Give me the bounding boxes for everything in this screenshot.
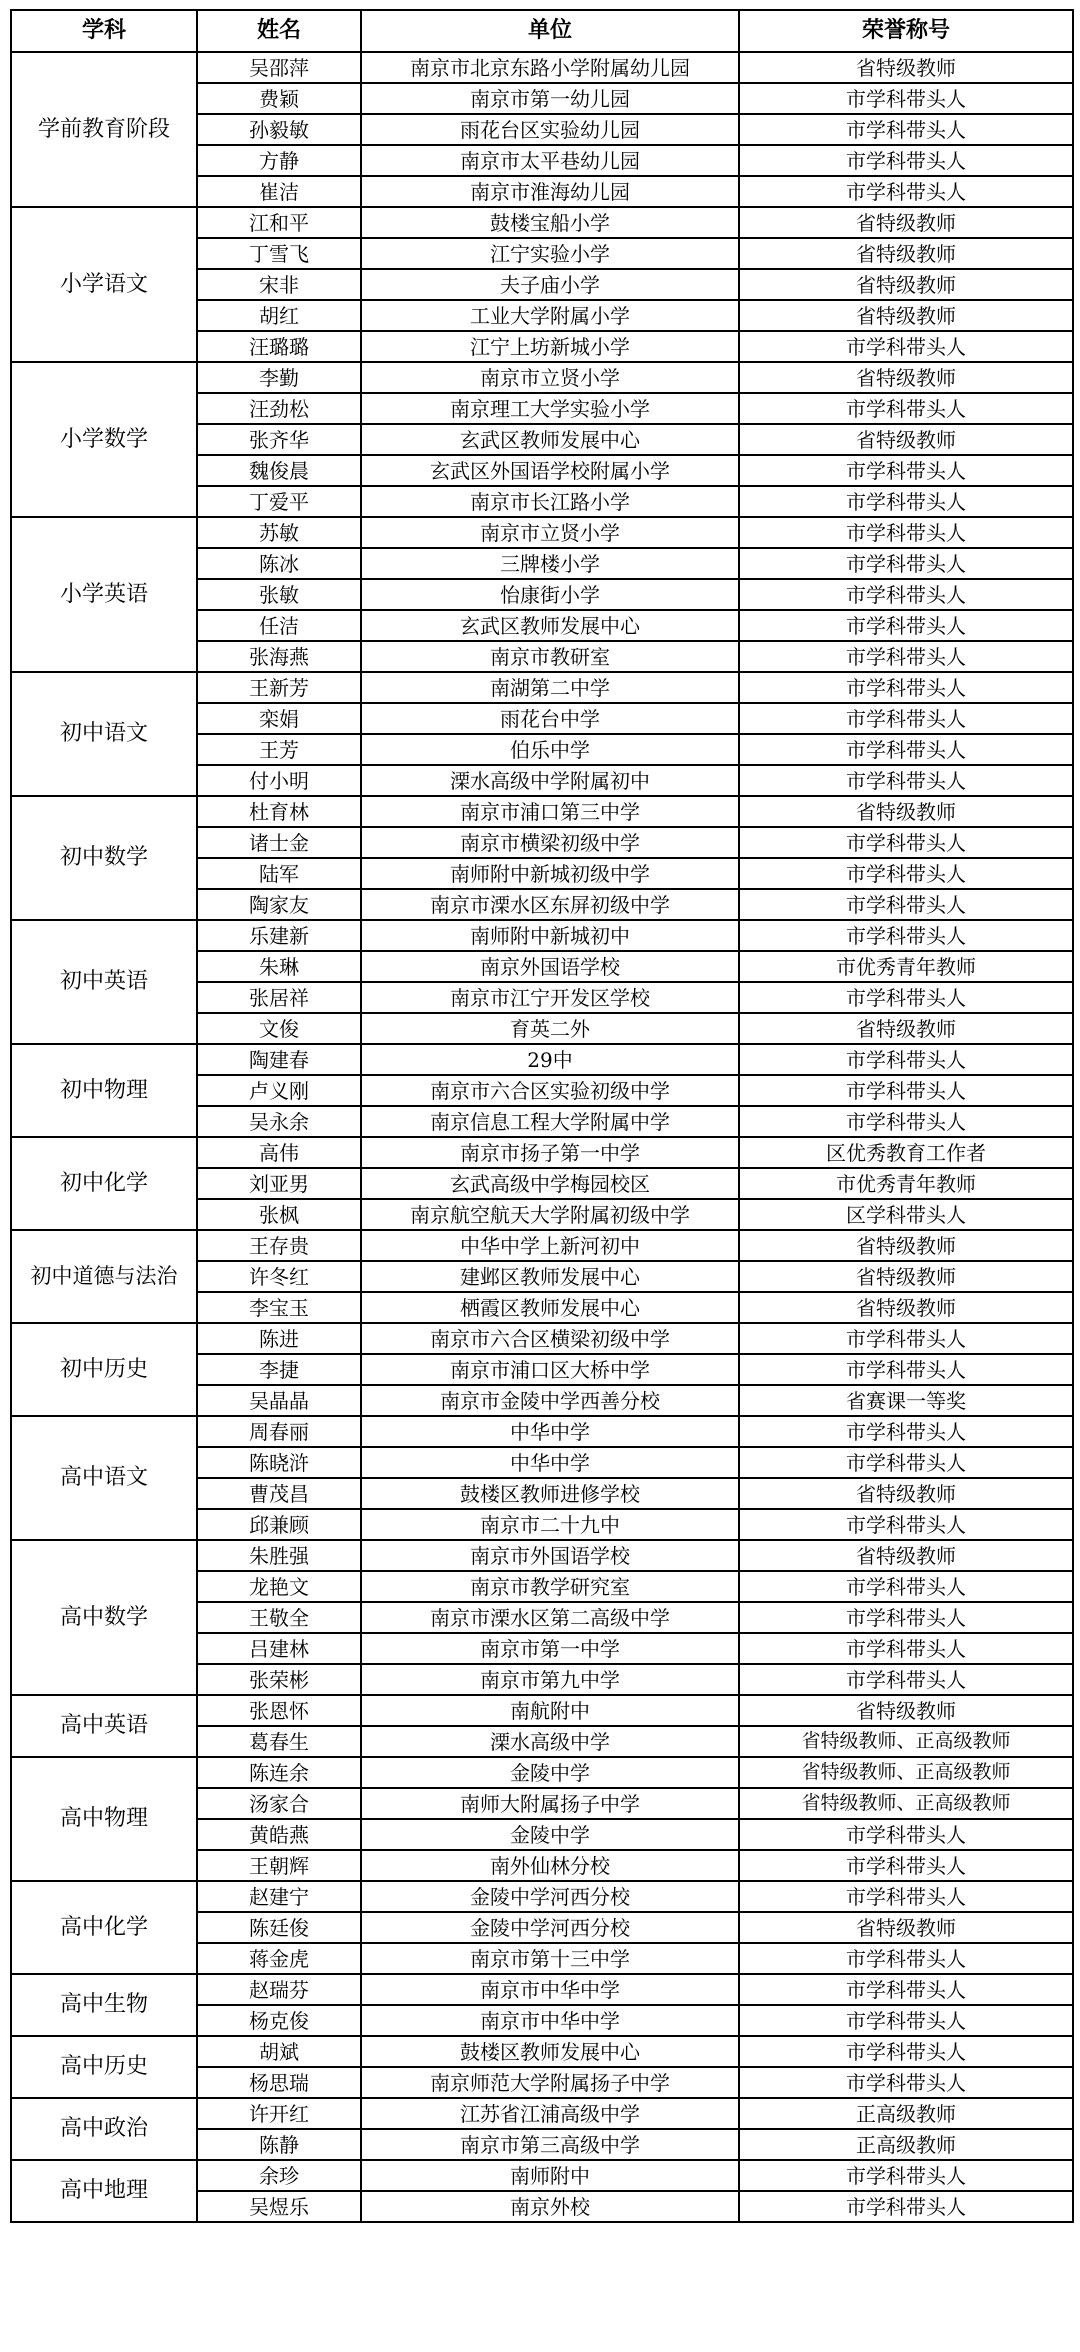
teacher-name-cell: 王敬全 bbox=[197, 1602, 361, 1633]
unit-cell: 南京市扬子第一中学 bbox=[361, 1137, 739, 1168]
teacher-name-cell: 孙毅敏 bbox=[197, 114, 361, 145]
honor-title-cell: 市学科带头人 bbox=[739, 672, 1073, 703]
honor-title-cell: 市优秀青年教师 bbox=[739, 1168, 1073, 1199]
subject-cell: 小学数学 bbox=[11, 362, 197, 517]
header-name: 姓名 bbox=[197, 10, 361, 52]
unit-cell: 南京市溧水区第二高级中学 bbox=[361, 1602, 739, 1633]
teacher-name-cell: 陈冰 bbox=[197, 548, 361, 579]
teacher-name-cell: 杜育林 bbox=[197, 796, 361, 827]
honor-title-cell: 市学科带头人 bbox=[739, 858, 1073, 889]
teacher-name-cell: 方静 bbox=[197, 145, 361, 176]
honor-title-cell: 市学科带头人 bbox=[739, 610, 1073, 641]
table-row bbox=[11, 1540, 1073, 1571]
teacher-name-cell: 张枫 bbox=[197, 1199, 361, 1230]
honor-title-cell: 市学科带头人 bbox=[739, 1602, 1073, 1633]
teacher-name-cell: 陶家友 bbox=[197, 889, 361, 920]
table-row bbox=[11, 1137, 1073, 1168]
teacher-name-cell: 胡斌 bbox=[197, 2036, 361, 2067]
honor-title-cell: 省特级教师 bbox=[739, 238, 1073, 269]
honor-title-cell: 省特级教师 bbox=[739, 1478, 1073, 1509]
table-body bbox=[11, 52, 1073, 2222]
unit-cell: 南师大附属扬子中学 bbox=[361, 1788, 739, 1819]
unit-cell: 雨花台区实验幼儿园 bbox=[361, 114, 739, 145]
honor-title-cell: 省特级教师 bbox=[739, 52, 1073, 83]
unit-cell: 南京市六合区横梁初级中学 bbox=[361, 1323, 739, 1354]
honor-title-cell: 区学科带头人 bbox=[739, 1199, 1073, 1230]
teacher-name-cell: 曹茂昌 bbox=[197, 1478, 361, 1509]
table-row bbox=[11, 362, 1073, 393]
honor-title-cell: 市学科带头人 bbox=[739, 579, 1073, 610]
teacher-name-cell: 葛春生 bbox=[197, 1726, 361, 1757]
table-row bbox=[11, 517, 1073, 548]
table-row bbox=[11, 1323, 1073, 1354]
table-row bbox=[11, 796, 1073, 827]
teacher-name-cell: 吕建林 bbox=[197, 1633, 361, 1664]
honor-title-cell: 市学科带头人 bbox=[739, 889, 1073, 920]
teacher-name-cell: 汪劲松 bbox=[197, 393, 361, 424]
unit-cell: 南航附中 bbox=[361, 1695, 739, 1726]
teacher-name-cell: 余珍 bbox=[197, 2160, 361, 2191]
teacher-name-cell: 张恩怀 bbox=[197, 1695, 361, 1726]
unit-cell: 南京市第一幼儿园 bbox=[361, 83, 739, 114]
teacher-name-cell: 费颖 bbox=[197, 83, 361, 114]
unit-cell: 雨花台中学 bbox=[361, 703, 739, 734]
honor-title-cell: 市学科带头人 bbox=[739, 1664, 1073, 1695]
honor-title-cell: 市学科带头人 bbox=[739, 1509, 1073, 1540]
honor-title-cell: 市学科带头人 bbox=[739, 486, 1073, 517]
teacher-name-cell: 陈静 bbox=[197, 2129, 361, 2160]
teacher-name-cell: 陈晓浒 bbox=[197, 1447, 361, 1478]
honor-title-cell: 省特级教师、正高级教师 bbox=[739, 1757, 1073, 1788]
honor-title-cell: 省特级教师 bbox=[739, 269, 1073, 300]
subject-cell: 高中生物 bbox=[11, 1974, 197, 2036]
honor-title-cell: 市学科带头人 bbox=[739, 1571, 1073, 1602]
honor-title-cell: 市学科带头人 bbox=[739, 2160, 1073, 2191]
unit-cell: 中华中学 bbox=[361, 1416, 739, 1447]
teacher-name-cell: 蒋金虎 bbox=[197, 1943, 361, 1974]
honor-title-cell: 市学科带头人 bbox=[739, 2005, 1073, 2036]
teacher-name-cell: 李捷 bbox=[197, 1354, 361, 1385]
honor-title-cell: 市学科带头人 bbox=[739, 1044, 1073, 1075]
teacher-name-cell: 张海燕 bbox=[197, 641, 361, 672]
teacher-name-cell: 张荣彬 bbox=[197, 1664, 361, 1695]
table-row bbox=[11, 1881, 1073, 1912]
unit-cell: 鼓楼区教师发展中心 bbox=[361, 2036, 739, 2067]
unit-cell: 金陵中学 bbox=[361, 1819, 739, 1850]
table-row bbox=[11, 52, 1073, 83]
unit-cell: 鼓楼宝船小学 bbox=[361, 207, 739, 238]
honor-title-cell: 市学科带头人 bbox=[739, 1850, 1073, 1881]
honor-title-cell: 省特级教师 bbox=[739, 207, 1073, 238]
honor-title-cell: 市学科带头人 bbox=[739, 641, 1073, 672]
honor-title-cell: 省特级教师 bbox=[739, 1013, 1073, 1044]
unit-cell: 育英二外 bbox=[361, 1013, 739, 1044]
subject-cell: 高中地理 bbox=[11, 2160, 197, 2222]
honor-title-cell: 市学科带头人 bbox=[739, 920, 1073, 951]
unit-cell: 南京市教研室 bbox=[361, 641, 739, 672]
unit-cell: 南京师范大学附属扬子中学 bbox=[361, 2067, 739, 2098]
unit-cell: 金陵中学河西分校 bbox=[361, 1912, 739, 1943]
teacher-name-cell: 吴永余 bbox=[197, 1106, 361, 1137]
teacher-name-cell: 陈连余 bbox=[197, 1757, 361, 1788]
unit-cell: 南京市中华中学 bbox=[361, 1974, 739, 2005]
table-row bbox=[11, 2098, 1073, 2129]
unit-cell: 南京市立贤小学 bbox=[361, 362, 739, 393]
teacher-name-cell: 丁爱平 bbox=[197, 486, 361, 517]
unit-cell: 鼓楼区教师进修学校 bbox=[361, 1478, 739, 1509]
honor-title-cell: 省特级教师 bbox=[739, 362, 1073, 393]
table-row bbox=[11, 1974, 1073, 2005]
unit-cell: 江宁实验小学 bbox=[361, 238, 739, 269]
teacher-name-cell: 杨克俊 bbox=[197, 2005, 361, 2036]
teacher-name-cell: 苏敏 bbox=[197, 517, 361, 548]
table-row bbox=[11, 1416, 1073, 1447]
teacher-name-cell: 许冬红 bbox=[197, 1261, 361, 1292]
unit-cell: 工业大学附属小学 bbox=[361, 300, 739, 331]
honor-title-cell: 市学科带头人 bbox=[739, 734, 1073, 765]
unit-cell: 南京市二十九中 bbox=[361, 1509, 739, 1540]
teacher-name-cell: 张居祥 bbox=[197, 982, 361, 1013]
teacher-name-cell: 赵瑞芬 bbox=[197, 1974, 361, 2005]
unit-cell: 南京信息工程大学附属中学 bbox=[361, 1106, 739, 1137]
subject-cell: 小学语文 bbox=[11, 207, 197, 362]
teacher-name-cell: 朱琳 bbox=[197, 951, 361, 982]
teacher-name-cell: 胡红 bbox=[197, 300, 361, 331]
honor-title-cell: 市学科带头人 bbox=[739, 114, 1073, 145]
teacher-name-cell: 高伟 bbox=[197, 1137, 361, 1168]
subject-cell: 高中物理 bbox=[11, 1757, 197, 1881]
unit-cell: 玄武区外国语学校附属小学 bbox=[361, 455, 739, 486]
table-row bbox=[11, 1695, 1073, 1726]
unit-cell: 溧水高级中学附属初中 bbox=[361, 765, 739, 796]
honor-title-cell: 市学科带头人 bbox=[739, 1416, 1073, 1447]
unit-cell: 中华中学 bbox=[361, 1447, 739, 1478]
table-row bbox=[11, 672, 1073, 703]
unit-cell: 南京市六合区实验初级中学 bbox=[361, 1075, 739, 1106]
unit-cell: 南京市立贤小学 bbox=[361, 517, 739, 548]
subject-cell: 初中物理 bbox=[11, 1044, 197, 1137]
teacher-name-cell: 张齐华 bbox=[197, 424, 361, 455]
honor-title-cell: 市学科带头人 bbox=[739, 765, 1073, 796]
honor-table bbox=[10, 9, 1074, 2223]
teacher-name-cell: 吴晶晶 bbox=[197, 1385, 361, 1416]
table-row bbox=[11, 1757, 1073, 1788]
honor-title-cell: 市学科带头人 bbox=[739, 1943, 1073, 1974]
unit-cell: 南师附中新城初中 bbox=[361, 920, 739, 951]
unit-cell: 玄武区教师发展中心 bbox=[361, 610, 739, 641]
subject-cell: 高中历史 bbox=[11, 2036, 197, 2098]
unit-cell: 南师附中新城初级中学 bbox=[361, 858, 739, 889]
teacher-name-cell: 乐建新 bbox=[197, 920, 361, 951]
honor-table-sheet bbox=[10, 9, 1072, 2223]
unit-cell: 南京市太平巷幼儿园 bbox=[361, 145, 739, 176]
honor-title-cell: 省特级教师、正高级教师 bbox=[739, 1788, 1073, 1819]
subject-cell: 高中语文 bbox=[11, 1416, 197, 1540]
subject-cell: 高中政治 bbox=[11, 2098, 197, 2160]
unit-cell: 玄武区教师发展中心 bbox=[361, 424, 739, 455]
teacher-name-cell: 陈进 bbox=[197, 1323, 361, 1354]
unit-cell: 南京市淮海幼儿园 bbox=[361, 176, 739, 207]
teacher-name-cell: 陈廷俊 bbox=[197, 1912, 361, 1943]
teacher-name-cell: 诸士金 bbox=[197, 827, 361, 858]
unit-cell: 南湖第二中学 bbox=[361, 672, 739, 703]
teacher-name-cell: 宋非 bbox=[197, 269, 361, 300]
honor-title-cell: 市学科带头人 bbox=[739, 982, 1073, 1013]
teacher-name-cell: 吴邵萍 bbox=[197, 52, 361, 83]
subject-cell: 学前教育阶段 bbox=[11, 52, 197, 207]
unit-cell: 南京市教学研究室 bbox=[361, 1571, 739, 1602]
honor-title-cell: 省特级教师 bbox=[739, 424, 1073, 455]
unit-cell: 南京市浦口区大桥中学 bbox=[361, 1354, 739, 1385]
unit-cell: 南京市金陵中学西善分校 bbox=[361, 1385, 739, 1416]
honor-title-cell: 市学科带头人 bbox=[739, 827, 1073, 858]
honor-title-cell: 市学科带头人 bbox=[739, 1819, 1073, 1850]
teacher-name-cell: 文俊 bbox=[197, 1013, 361, 1044]
honor-title-cell: 正高级教师 bbox=[739, 2129, 1073, 2160]
table-row bbox=[11, 2160, 1073, 2191]
unit-cell: 南京市第九中学 bbox=[361, 1664, 739, 1695]
honor-title-cell: 市学科带头人 bbox=[739, 2036, 1073, 2067]
honor-title-cell: 市学科带头人 bbox=[739, 331, 1073, 362]
unit-cell: 南外仙林分校 bbox=[361, 1850, 739, 1881]
honor-title-cell: 省特级教师 bbox=[739, 1912, 1073, 1943]
unit-cell: 南京市第三高级中学 bbox=[361, 2129, 739, 2160]
unit-cell: 怡康街小学 bbox=[361, 579, 739, 610]
teacher-name-cell: 卢义刚 bbox=[197, 1075, 361, 1106]
table-row bbox=[11, 207, 1073, 238]
honor-title-cell: 市学科带头人 bbox=[739, 703, 1073, 734]
teacher-name-cell: 付小明 bbox=[197, 765, 361, 796]
honor-title-cell: 省特级教师、正高级教师 bbox=[739, 1726, 1073, 1757]
unit-cell: 南师附中 bbox=[361, 2160, 739, 2191]
teacher-name-cell: 张敏 bbox=[197, 579, 361, 610]
unit-cell: 玄武高级中学梅园校区 bbox=[361, 1168, 739, 1199]
unit-cell: 南京市横梁初级中学 bbox=[361, 827, 739, 858]
unit-cell: 南京理工大学实验小学 bbox=[361, 393, 739, 424]
teacher-name-cell: 李宝玉 bbox=[197, 1292, 361, 1323]
subject-cell: 初中英语 bbox=[11, 920, 197, 1044]
teacher-name-cell: 魏俊晨 bbox=[197, 455, 361, 486]
honor-title-cell: 市学科带头人 bbox=[739, 393, 1073, 424]
honor-title-cell: 省特级教师 bbox=[739, 1292, 1073, 1323]
teacher-name-cell: 崔洁 bbox=[197, 176, 361, 207]
unit-cell: 江宁上坊新城小学 bbox=[361, 331, 739, 362]
unit-cell: 南京市外国语学校 bbox=[361, 1540, 739, 1571]
unit-cell: 南京外国语学校 bbox=[361, 951, 739, 982]
honor-title-cell: 省特级教师 bbox=[739, 300, 1073, 331]
teacher-name-cell: 李勤 bbox=[197, 362, 361, 393]
honor-title-cell: 省赛课一等奖 bbox=[739, 1385, 1073, 1416]
unit-cell: 中华中学上新河初中 bbox=[361, 1230, 739, 1261]
table-row bbox=[11, 920, 1073, 951]
teacher-name-cell: 汤家合 bbox=[197, 1788, 361, 1819]
teacher-name-cell: 刘亚男 bbox=[197, 1168, 361, 1199]
honor-title-cell: 市学科带头人 bbox=[739, 2067, 1073, 2098]
honor-title-cell: 省特级教师 bbox=[739, 1230, 1073, 1261]
honor-title-cell: 市学科带头人 bbox=[739, 517, 1073, 548]
subject-cell: 高中英语 bbox=[11, 1695, 197, 1757]
honor-title-cell: 正高级教师 bbox=[739, 2098, 1073, 2129]
subject-cell: 高中数学 bbox=[11, 1540, 197, 1695]
teacher-name-cell: 陆军 bbox=[197, 858, 361, 889]
honor-title-cell: 市学科带头人 bbox=[739, 1106, 1073, 1137]
header-subject: 学科 bbox=[11, 10, 197, 52]
unit-cell: 金陵中学河西分校 bbox=[361, 1881, 739, 1912]
teacher-name-cell: 赵建宁 bbox=[197, 1881, 361, 1912]
teacher-name-cell: 周春丽 bbox=[197, 1416, 361, 1447]
teacher-name-cell: 龙艳文 bbox=[197, 1571, 361, 1602]
unit-cell: 金陵中学 bbox=[361, 1757, 739, 1788]
unit-cell: 栖霞区教师发展中心 bbox=[361, 1292, 739, 1323]
unit-cell: 南京市溧水区东屏初级中学 bbox=[361, 889, 739, 920]
teacher-name-cell: 王新芳 bbox=[197, 672, 361, 703]
honor-title-cell: 市学科带头人 bbox=[739, 1075, 1073, 1106]
honor-title-cell: 市学科带头人 bbox=[739, 1447, 1073, 1478]
honor-title-cell: 区优秀教育工作者 bbox=[739, 1137, 1073, 1168]
unit-cell: 南京市中华中学 bbox=[361, 2005, 739, 2036]
teacher-name-cell: 王存贵 bbox=[197, 1230, 361, 1261]
subject-cell: 初中历史 bbox=[11, 1323, 197, 1416]
table-row bbox=[11, 1230, 1073, 1261]
honor-title-cell: 市学科带头人 bbox=[739, 176, 1073, 207]
subject-cell: 小学英语 bbox=[11, 517, 197, 672]
unit-cell: 29中 bbox=[361, 1044, 739, 1075]
unit-cell: 南京市浦口第三中学 bbox=[361, 796, 739, 827]
unit-cell: 夫子庙小学 bbox=[361, 269, 739, 300]
teacher-name-cell: 吴煜乐 bbox=[197, 2191, 361, 2222]
honor-title-cell: 市学科带头人 bbox=[739, 1633, 1073, 1664]
honor-title-cell: 市学科带头人 bbox=[739, 1354, 1073, 1385]
honor-title-cell: 市学科带头人 bbox=[739, 83, 1073, 114]
unit-cell: 南京外校 bbox=[361, 2191, 739, 2222]
subject-cell: 高中化学 bbox=[11, 1881, 197, 1974]
honor-title-cell: 市学科带头人 bbox=[739, 455, 1073, 486]
honor-title-cell: 市学科带头人 bbox=[739, 1323, 1073, 1354]
teacher-name-cell: 汪璐璐 bbox=[197, 331, 361, 362]
subject-cell: 初中化学 bbox=[11, 1137, 197, 1230]
teacher-name-cell: 丁雪飞 bbox=[197, 238, 361, 269]
honor-title-cell: 市学科带头人 bbox=[739, 1881, 1073, 1912]
teacher-name-cell: 江和平 bbox=[197, 207, 361, 238]
unit-cell: 南京市北京东路小学附属幼儿园 bbox=[361, 52, 739, 83]
unit-cell: 建邺区教师发展中心 bbox=[361, 1261, 739, 1292]
teacher-name-cell: 王芳 bbox=[197, 734, 361, 765]
unit-cell: 南京市江宁开发区学校 bbox=[361, 982, 739, 1013]
teacher-name-cell: 杨思瑞 bbox=[197, 2067, 361, 2098]
unit-cell: 南京市第一中学 bbox=[361, 1633, 739, 1664]
teacher-name-cell: 许开红 bbox=[197, 2098, 361, 2129]
unit-cell: 南京航空航天大学附属初级中学 bbox=[361, 1199, 739, 1230]
honor-title-cell: 市学科带头人 bbox=[739, 1974, 1073, 2005]
teacher-name-cell: 王朝辉 bbox=[197, 1850, 361, 1881]
unit-cell: 三牌楼小学 bbox=[361, 548, 739, 579]
unit-cell: 伯乐中学 bbox=[361, 734, 739, 765]
teacher-name-cell: 陶建春 bbox=[197, 1044, 361, 1075]
unit-cell: 南京市长江路小学 bbox=[361, 486, 739, 517]
teacher-name-cell: 邱兼顾 bbox=[197, 1509, 361, 1540]
honor-title-cell: 市学科带头人 bbox=[739, 145, 1073, 176]
unit-cell: 江苏省江浦高级中学 bbox=[361, 2098, 739, 2129]
header-row bbox=[11, 10, 1073, 52]
teacher-name-cell: 朱胜强 bbox=[197, 1540, 361, 1571]
honor-title-cell: 省特级教师 bbox=[739, 1540, 1073, 1571]
honor-title-cell: 省特级教师 bbox=[739, 1261, 1073, 1292]
teacher-name-cell: 栾娟 bbox=[197, 703, 361, 734]
honor-title-cell: 省特级教师 bbox=[739, 796, 1073, 827]
honor-title-cell: 市优秀青年教师 bbox=[739, 951, 1073, 982]
table-row bbox=[11, 2036, 1073, 2067]
subject-cell: 初中语文 bbox=[11, 672, 197, 796]
teacher-name-cell: 任洁 bbox=[197, 610, 361, 641]
subject-cell: 初中数学 bbox=[11, 796, 197, 920]
table-row bbox=[11, 1044, 1073, 1075]
honor-title-cell: 市学科带头人 bbox=[739, 2191, 1073, 2222]
header-unit: 单位 bbox=[361, 10, 739, 52]
unit-cell: 溧水高级中学 bbox=[361, 1726, 739, 1757]
unit-cell: 南京市第十三中学 bbox=[361, 1943, 739, 1974]
header-honor: 荣誉称号 bbox=[739, 10, 1073, 52]
honor-title-cell: 市学科带头人 bbox=[739, 548, 1073, 579]
subject-cell: 初中道德与法治 bbox=[11, 1230, 197, 1323]
teacher-name-cell: 黄皓燕 bbox=[197, 1819, 361, 1850]
honor-title-cell: 省特级教师 bbox=[739, 1695, 1073, 1726]
